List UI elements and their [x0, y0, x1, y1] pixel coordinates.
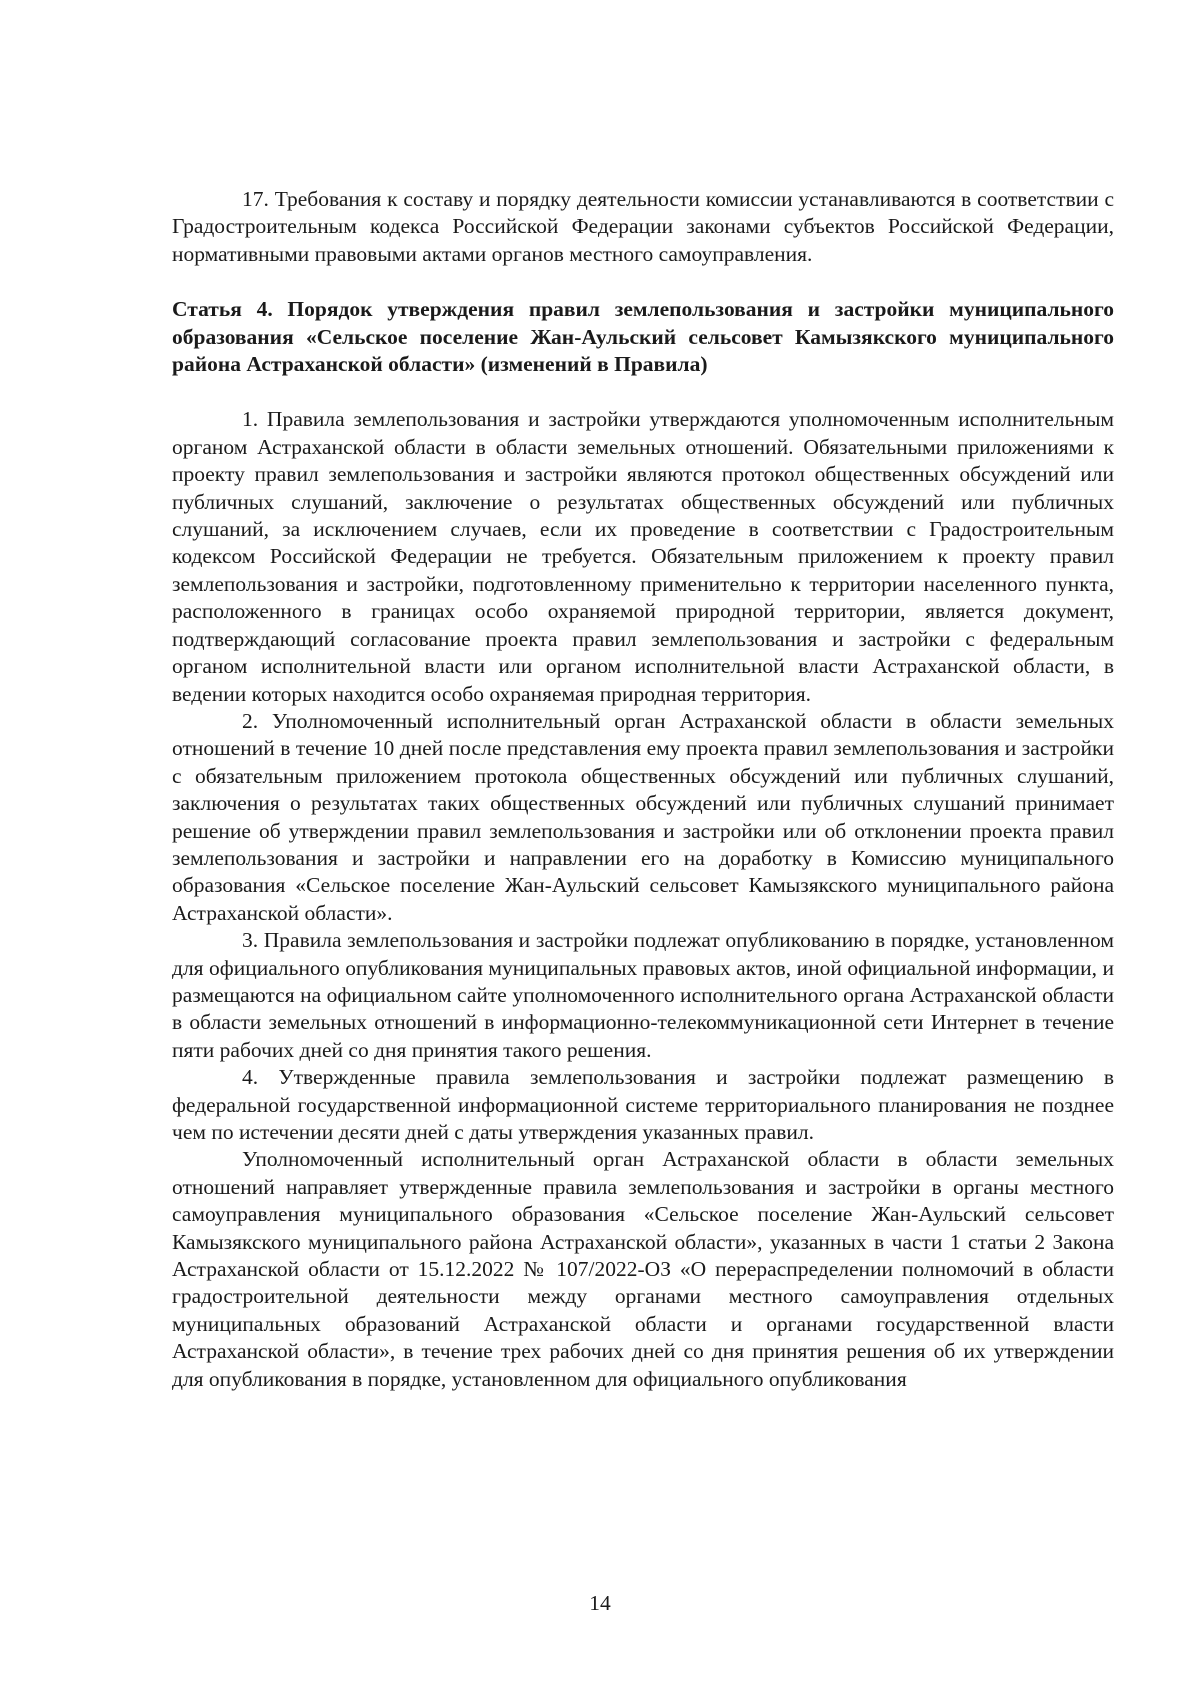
paragraph-1: 1. Правила землепользования и застройки утверждаются уполномоченным исполнительным органом Астраханской области в области земельных отношений. Обязательными приложениями к проекту правил землепользования и застройки являются протокол общественных обсуждений или публичных слушаний, заключение о результатах общественных обсуждений или публичных слушаний, за исключением случаев, если их проведение в соответствии с Градостроительным кодексом Российской Федерации не требуется. Обязательным приложением к проекту правил землепользования и застройки, подготовленному применительно к территории населенного пункта, расположенного в границах особо охраняемой природной территории, является документ, подтверждающий согласование проекта правил землепользования и застройки с федеральным органом исполнительной власти или органом исполнительной власти Астраханской области, в ведении которых находится особо охраняемая природная территория. [172, 407, 1114, 706]
article-4-heading: Статья 4. Порядок утверждения правил землепользования и застройки муниципального образования «Сельское поселение Жан-Аульский сельсовет Камызякского муниципального района Астраханской области» (изменений в Правила) [172, 297, 1114, 377]
paragraph-17: 17. Требования к составу и порядку деятельности комиссии устанавливаются в соответствии с Градостроительным кодекса Российской Федерации законами субъектов Российской Федерации, нормативными правовыми актами органов местного самоуправления. [172, 187, 1114, 266]
paragraph-4: 4. Утвержденные правила землепользования и застройки подлежат размещению в федеральной государственной информационной системе территориального планирования не позднее чем по истечении десяти дней с даты утверждения указанных правил. [172, 1065, 1114, 1144]
paragraph-5: Уполномоченный исполнительный орган Астраханской области в области земельных отношений направляет утвержденные правила землепользования и застройки в органы местного самоуправления муниципального образования «Сельское поселение Жан-Аульский сельсовет Камызякского муниципального района Астраханской области», указанных в части 1 статьи 2 Закона Астраханской области от 15.12.2022 № 107/2022-ОЗ «О перераспределении полномочий в области градостроительной деятельности между органами местного самоуправления отдельных муниципальных образований Астраханской области и органами государственной власти Астраханской области», в течение трех рабочих дней со дня принятия решения об их утверждении для опубликования в порядке, установленном для официального опубликования [172, 1147, 1114, 1391]
paragraph-3: 3. Правила землепользования и застройки подлежат опубликованию в порядке, установленном для официального опубликования муниципальных правовых актов, иной официальной информации, и размещаются на официальном сайте уполномоченного исполнительного органа Астраханской области в области земельных отношений в информационно-телекоммуникационной сети Интернет в течение пяти рабочих дней со дня принятия такого решения. [172, 928, 1114, 1062]
document-body [172, 186, 1114, 1393]
paragraph-2: 2. Уполномоченный исполнительный орган Астраханской области в области земельных отношений в течение 10 дней после представления ему проекта правил землепользования и застройки с обязательным приложением протокола общественных обсуждений или публичных слушаний, заключения о результатах таких общественных обсуждений или публичных слушаний принимает решение об утверждении правил землепользования и застройки или об отклонении проекта правил землепользования и застройки и направлении его на доработку в Комиссию муниципального образования «Сельское поселение Жан-Аульский сельсовет Камызякского муниципального района Астраханской области». [172, 708, 1114, 925]
page-number: 14 [589, 1591, 611, 1615]
